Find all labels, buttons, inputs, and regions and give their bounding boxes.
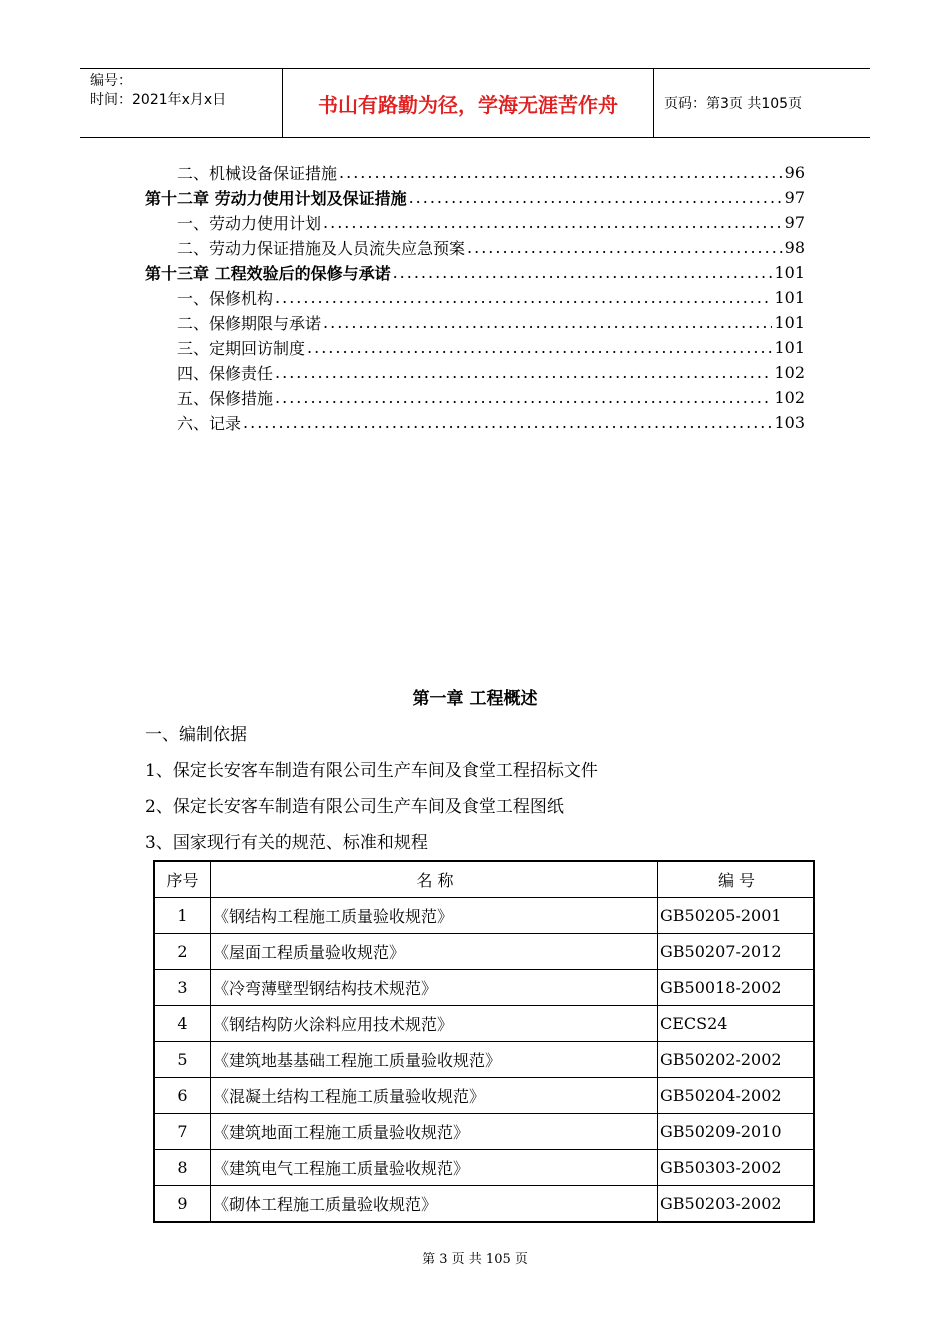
toc-entry-title: 二、保修期限与承诺 bbox=[177, 314, 322, 333]
toc-entry[interactable] bbox=[145, 235, 805, 260]
cell-code: GB50202-2002 bbox=[658, 1042, 815, 1078]
table-row bbox=[154, 1114, 814, 1150]
toc-leader-dots bbox=[275, 363, 772, 382]
toc-entry-title: 二、劳动力保证措施及人员流失应急预案 bbox=[177, 239, 466, 258]
toc-entry[interactable] bbox=[145, 310, 805, 335]
cell-code: GB50204-2002 bbox=[658, 1078, 815, 1114]
header-meta bbox=[80, 69, 282, 137]
table-row bbox=[154, 1006, 814, 1042]
toc-entry-title: 一、保修机构 bbox=[177, 289, 274, 308]
chapter-title: 第一章 工程概述 bbox=[412, 689, 538, 709]
table-row bbox=[154, 970, 814, 1006]
basis-item-2: 2、保定长安客车制造有限公司生产车间及食堂工程图纸 bbox=[145, 797, 564, 817]
toc-entry[interactable] bbox=[145, 385, 805, 410]
table-row bbox=[154, 898, 814, 934]
toc-leader-dots bbox=[323, 213, 783, 232]
cell-code: GB50303-2002 bbox=[658, 1150, 815, 1186]
toc-entry[interactable] bbox=[145, 360, 805, 385]
cell-name: 《混凝土结构工程施工质量验收规范》 bbox=[211, 1078, 658, 1114]
cell-no: 1 bbox=[154, 898, 211, 934]
toc-entry-title: 二、机械设备保证措施 bbox=[177, 164, 338, 183]
basis-item-3: 3、国家现行有关的规范、标准和规程 bbox=[145, 833, 428, 853]
toc-entry-page: 101 bbox=[774, 288, 805, 307]
cell-code: CECS24 bbox=[658, 1006, 815, 1042]
basis-item-1: 1、保定长安客车制造有限公司生产车间及食堂工程招标文件 bbox=[145, 761, 598, 781]
toc-entry-page: 101 bbox=[774, 263, 805, 282]
col-header-code: 编 号 bbox=[658, 861, 815, 898]
cell-name: 《冷弯薄壁型钢结构技术规范》 bbox=[211, 970, 658, 1006]
cell-no: 8 bbox=[154, 1150, 211, 1186]
cell-name: 《钢结构防火涂料应用技术规范》 bbox=[211, 1006, 658, 1042]
toc-entry-page: 96 bbox=[784, 163, 805, 182]
table-row bbox=[154, 1150, 814, 1186]
cell-name: 《建筑地基基础工程施工质量验收规范》 bbox=[211, 1042, 658, 1078]
cell-no: 4 bbox=[154, 1006, 211, 1042]
cell-no: 9 bbox=[154, 1186, 211, 1223]
cell-code: GB50209-2010 bbox=[658, 1114, 815, 1150]
toc-leader-dots bbox=[339, 163, 783, 182]
toc-entry-title: 第十三章 工程效验后的保修与承诺 bbox=[145, 264, 391, 283]
col-header-no: 序号 bbox=[154, 861, 211, 898]
toc-leader-dots bbox=[393, 263, 773, 282]
toc-entry-title: 五、保修措施 bbox=[177, 389, 274, 408]
toc-entry-page: 103 bbox=[774, 413, 805, 432]
toc-leader-dots bbox=[307, 338, 772, 357]
toc-entry-page: 102 bbox=[774, 363, 805, 382]
cell-name: 《屋面工程质量验收规范》 bbox=[211, 934, 658, 970]
toc-entry[interactable] bbox=[145, 260, 805, 285]
cell-code: GB50203-2002 bbox=[658, 1186, 815, 1223]
toc-entry-page: 98 bbox=[784, 238, 805, 257]
cell-code: GB50205-2001 bbox=[658, 898, 815, 934]
toc-entry[interactable] bbox=[145, 410, 805, 435]
cell-code: GB50207-2012 bbox=[658, 934, 815, 970]
toc-entry[interactable] bbox=[145, 210, 805, 235]
toc-leader-dots bbox=[275, 388, 772, 407]
toc-entry-page: 101 bbox=[774, 313, 805, 332]
table-header-row bbox=[154, 861, 814, 898]
col-header-name: 名 称 bbox=[211, 861, 658, 898]
toc-leader-dots bbox=[243, 413, 772, 432]
table-row bbox=[154, 1186, 814, 1223]
toc-entry-title: 四、保修责任 bbox=[177, 364, 274, 383]
toc-entry-title: 三、定期回访制度 bbox=[177, 339, 306, 358]
cell-no: 7 bbox=[154, 1114, 211, 1150]
section-heading: 一、编制依据 bbox=[145, 725, 247, 745]
toc-leader-dots bbox=[275, 288, 772, 307]
standards-table bbox=[153, 860, 815, 1223]
page-footer: 第 3 页 共 105 页 bbox=[422, 1252, 528, 1267]
toc-entry[interactable] bbox=[145, 285, 805, 310]
cell-name: 《建筑地面工程施工质量验收规范》 bbox=[211, 1114, 658, 1150]
cell-no: 2 bbox=[154, 934, 211, 970]
cell-code: GB50018-2002 bbox=[658, 970, 815, 1006]
table-row bbox=[154, 934, 814, 970]
toc-entry-page: 102 bbox=[774, 388, 805, 407]
cell-name: 《砌体工程施工质量验收规范》 bbox=[211, 1186, 658, 1223]
toc-entry[interactable] bbox=[145, 185, 805, 210]
header-motto: 书山有路勤为径，学海无涯苦作舟 bbox=[282, 69, 654, 137]
toc-leader-dots bbox=[467, 238, 783, 257]
table-row bbox=[154, 1042, 814, 1078]
toc-entry-page: 97 bbox=[784, 188, 805, 207]
toc-entry[interactable] bbox=[145, 160, 805, 185]
cell-name: 《钢结构工程施工质量验收规范》 bbox=[211, 898, 658, 934]
toc-entry-title: 第十二章 劳动力使用计划及保证措施 bbox=[145, 189, 407, 208]
cell-no: 6 bbox=[154, 1078, 211, 1114]
cell-no: 3 bbox=[154, 970, 211, 1006]
toc-entry-title: 六、记录 bbox=[177, 414, 242, 433]
toc-entry-title: 一、劳动力使用计划 bbox=[177, 214, 322, 233]
table-row bbox=[154, 1078, 814, 1114]
cell-name: 《建筑电气工程施工质量验收规范》 bbox=[211, 1150, 658, 1186]
toc-entry-page: 101 bbox=[774, 338, 805, 357]
toc-entry[interactable] bbox=[145, 335, 805, 360]
toc-leader-dots bbox=[409, 188, 783, 207]
toc-leader-dots bbox=[323, 313, 772, 332]
cell-no: 5 bbox=[154, 1042, 211, 1078]
table-of-contents bbox=[145, 160, 805, 435]
date-label: 时间：2021年x月x日 bbox=[90, 92, 227, 108]
page-header bbox=[80, 68, 870, 138]
toc-entry-page: 97 bbox=[784, 213, 805, 232]
header-page-label: 页码：第3页 共105页 bbox=[664, 96, 803, 112]
serial-label: 编号： bbox=[90, 73, 132, 89]
